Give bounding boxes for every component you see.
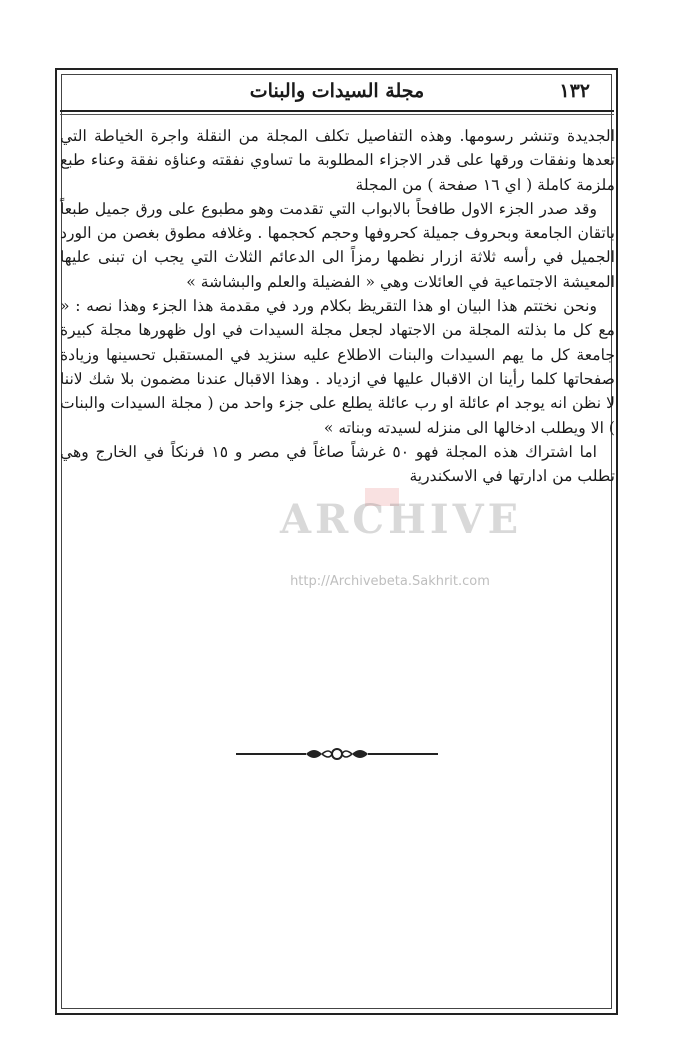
paragraph-1: الجديدة وتنشر رسومها. وهذه التفاصيل تكلف المجلة من النقلة واجرة الخياطة التي تعدها ونفقات ورقها على قدر الاجزاء المطلوبة ما تساوي نفقته وعناؤه نفقة وعناء طبع ملزمة كاملة ( اي ١٦ صفحة ) من المجلة [60,127,615,194]
paragraph-2: وقد صدر الجزء الاول طافحاً بالابواب التي تقدمت وهو مطبوع على ورق جميل طبعاً باتقان الجامعة وبحروف جميلة كحروفها وحجم كحجمها . وغلافه مطوق بغصن من الورد الجميل في رأسه ثلاثة ازرار نظمها رمزاً الى الدعائم الثلاث التي يجب ان تبنى عليها المعيشة الاجتماعية في العائلات وهي « الفضيلة والعلم والبشاشة » [60,199,615,291]
watermark-url: http://Archivebeta.Sakhrit.com [290,574,490,589]
page-title: مجلة السيدات والبنات [249,80,425,102]
header-rule [60,110,614,112]
page-number: ١٣٢ [559,80,590,102]
watermark-brand: ARCHIVE [280,496,523,543]
article-body [60,124,615,488]
paragraph-3: ونحن نختتم هذا البيان او هذا التقريظ بكلام ورد في مقدمة هذا الجزء وهذا نصه : « مع كل ما بذلته المجلة من الاجتهاد لجعل مجلة السيدات في اول ظهورها مجلة كبيرة جامعة كل ما يهم السيدات والبنات الاطلاع عليه سنزيد في المستقبل تحسينها وزيادة صفحاتها كلما رأينا ان الاقبال عليها في ازدياد . وهذا الاقبال عندنا مضمون بلا شك لاننا لا نظن انه يوجد ام عائلة او رب عائلة يطلع على جزء واحد من ( مجلة السيدات والبنات ) الا ويطلب ادخالها الى منزله لسيدته وبناته » [60,297,615,437]
paragraph-4: اما اشتراك هذه المجلة فهو ٥٠ غرشاً صاغاً في مصر و ١٥ فرنكاً في الخارج وهي تطلب من ادارتها في الاسكندرية [60,442,615,486]
page-header [62,78,612,108]
header-rule-thin [60,114,614,115]
ornament-divider-icon [236,744,438,764]
